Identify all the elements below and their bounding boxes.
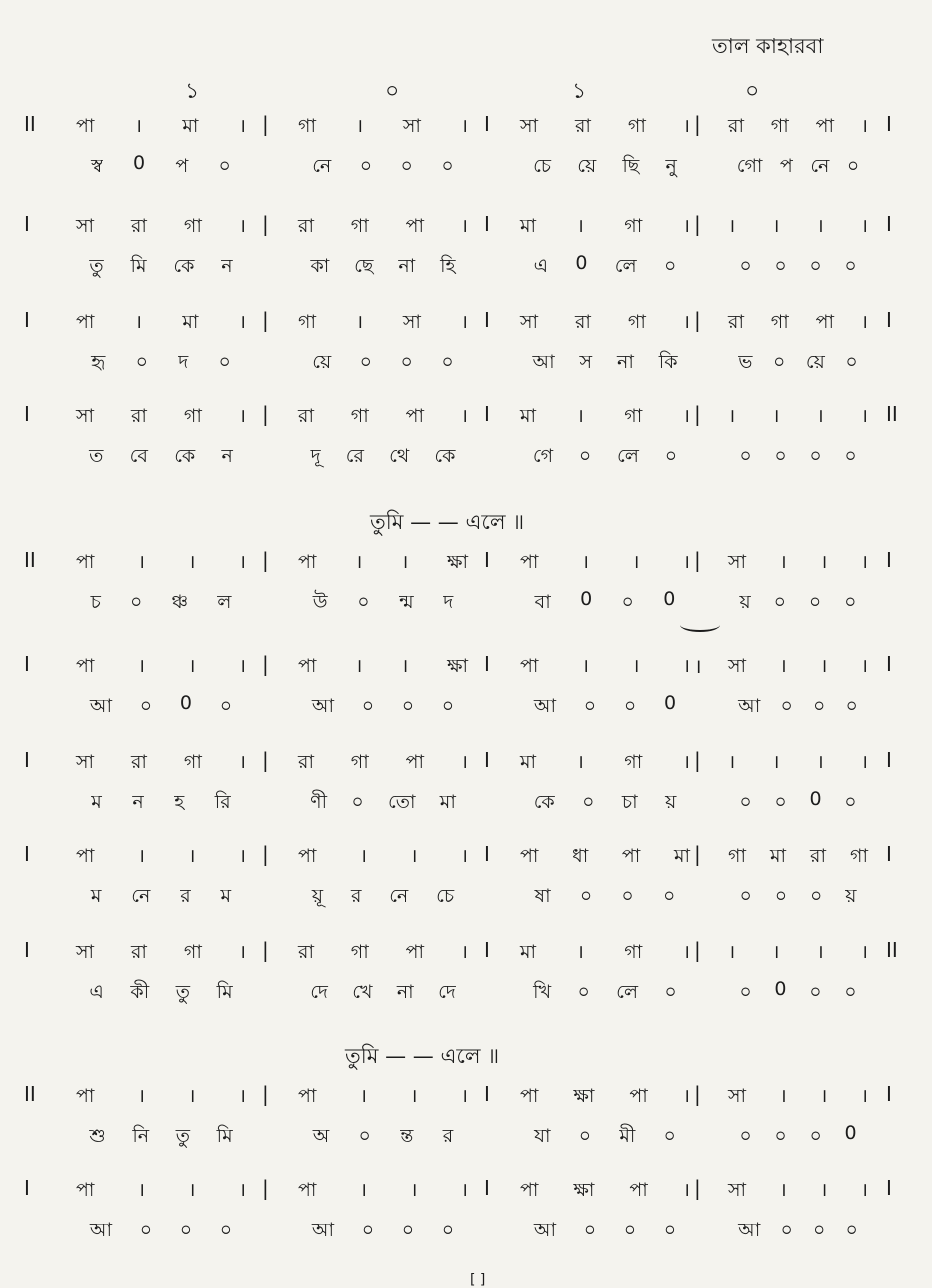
notation-system [0,1082,932,1162]
bar-line: I [886,212,892,236]
swara-measure: পা । । । [76,845,246,867]
bar-line: I [886,1082,892,1106]
swara-measure: পা । । । [76,1179,246,1201]
swara-measure: রা গা পা । [728,115,868,137]
bar-line: I [484,1082,490,1106]
bar-line: I [484,842,490,866]
bar-line: I [24,842,30,866]
swara-measure: । । । । [728,941,868,963]
lyric-measure: এ কী তু মি [89,981,233,1003]
lyric-measure: কা ছে না হি [310,255,456,277]
lyric-measure: খি ০ লে ০ [533,981,677,1003]
swara-row [0,938,932,972]
beat-markers [0,74,932,104]
lyric-measure: ষা ০ ০ ০ [534,885,676,907]
swara-measure: সা রা গা । [76,751,246,773]
bar-line: | [694,938,701,962]
lyric-measure: স্ব 0 প ০ [91,152,231,177]
swara-measure: রা গা পা । [298,215,468,237]
swara-measure: পা । । ক্ষা [298,655,468,677]
swara-measure: সা রা গা । [520,115,690,137]
bar-line: | [262,112,269,136]
swara-measure: মা । গা । [520,751,690,773]
lyric-measure: গে ০ লে ০ [532,445,678,467]
beat-marker: ০ [745,79,760,104]
lyric-measure: আ ০ ০ ০ [311,1219,455,1241]
lyric-row [0,1216,932,1250]
swara-measure: । । । । [728,405,868,427]
lyric-measure: য়ূ র নে চে [311,885,455,907]
beat-marker: ০ [385,79,400,104]
bar-line: I [24,652,30,676]
lyric-measure: আ ০ ০ ০ [738,695,858,717]
bar-line: II [24,1082,36,1106]
bar-line: I [24,938,30,962]
swara-measure: গা । সা । [298,115,468,137]
lyric-measure: চে য়ে ছি নু [533,155,677,177]
swara-measure: সা রা গা । [76,215,246,237]
lyric-measure: আ ০ 0 ০ [89,692,233,717]
swara-row [0,1176,932,1210]
swara-row [0,308,932,342]
bar-line: I [886,1176,892,1200]
lyric-measure: যা ০ মী ০ [534,1125,676,1147]
swara-measure: পা । । । [298,1179,468,1201]
lyric-measure: ০ ০ ০ 0 [739,1122,857,1147]
swara-row [0,112,932,146]
lyric-measure: য়ে ০ ০ ০ [312,351,454,373]
notation-system [0,212,932,292]
bar-line: | [694,842,701,866]
bar-line: I [484,1176,490,1200]
taal-label: তাল কাহারবা [712,34,824,58]
swara-measure: সা রা গা । [520,311,690,333]
bar-line: II [24,112,36,136]
lyric-measure: শু নি তু মি [89,1125,233,1147]
swara-row [0,652,932,686]
lyric-row [0,252,932,286]
lyric-row [0,152,932,186]
bar-line: I [886,112,892,136]
lyric-measure: আ স না কি [532,351,678,373]
swara-measure: পা । । । [76,551,246,573]
bar-line: | [262,308,269,332]
swara-measure: পা । । । [520,551,690,573]
lyric-row [0,348,932,382]
lyric-measure: আ ০ ০ 0 [533,692,677,717]
bar-line: II [886,402,898,426]
bar-line: II [24,548,36,572]
swara-measure: । । । । [728,751,868,773]
swara-row [0,402,932,436]
lyric-measure: চ ০ ঞ্চ ল [90,591,232,613]
lyric-measure: এ 0 লে ০ [533,252,677,277]
swara-measure: মা । গা । [520,941,690,963]
swara-measure: । । । । [728,215,868,237]
lyric-measure: ম ন হ রি [91,791,231,813]
bar-line: | [262,212,269,236]
swara-measure: সা । । । [728,1085,868,1107]
beat-marker: ১ [185,79,200,104]
notation-system [0,842,932,922]
bar-line: | [262,652,269,676]
lyric-measure: আ ০ ০ ০ [89,1219,233,1241]
swara-measure: মা । গা । [520,215,690,237]
lyric-measure: আ ০ ০ ০ [738,1219,858,1241]
swara-measure: পা । । । [76,1085,246,1107]
bar-line: I [886,548,892,572]
swara-measure: পা । মা । [76,115,246,137]
bar-line: | [694,402,701,426]
lyric-measure: দে খে না দে [310,981,456,1003]
bar-line: | [262,548,269,572]
lyric-measure: ত বে কে ন [89,445,233,467]
swara-measure: পা ক্ষা পা । [520,1085,690,1107]
bar-line: II [886,938,898,962]
notation-system [0,308,932,388]
lyric-row [0,692,932,726]
lyric-measure: হৃ ০ দ ০ [91,351,231,373]
swara-measure: পা । । । [298,845,468,867]
swara-measure: গা মা রা গা [728,845,868,867]
lyric-row [0,442,932,476]
page-footer: [ ] [470,1272,486,1288]
notation-system [0,938,932,1018]
section-title: তুমি — — এলে ॥ [345,1044,500,1068]
lyric-measure: য় ০ ০ ০ [739,591,857,613]
bar-line: I [24,402,30,426]
bar-line: I [484,308,490,332]
bar-line: | [694,1082,701,1106]
swara-measure: গা । সা । [298,311,468,333]
swara-row [0,1082,932,1116]
swara-measure: সা রা গা । [76,941,246,963]
swara-measure: রা গা পা । [298,751,468,773]
bar-line: I [484,748,490,772]
notation-system [0,652,932,732]
section-title: তুমি — — এলে ॥ [370,510,525,534]
swara-row [0,548,932,582]
lyric-measure: ০ 0 ০ ০ [739,978,857,1003]
swara-measure: সা । । । [728,655,868,677]
lyric-measure: নে ০ ০ ০ [312,155,454,177]
notation-system [0,402,932,482]
notation-system [0,112,932,192]
swara-measure: পা ধা পা মা [520,845,690,867]
bar-line: | [262,402,269,426]
lyric-measure: উ ০ ন্ম দ [312,591,454,613]
swara-measure: পা । । । [520,655,690,677]
swara-measure: পা ক্ষা পা । [520,1179,690,1201]
swara-measure: পা । মা । [76,311,246,333]
bar-line: I [886,748,892,772]
bar-line: I [484,652,490,676]
bar-line: | [262,1082,269,1106]
notation-system [0,1176,932,1256]
lyric-row [0,882,932,916]
bar-line: I [484,212,490,236]
bar-line: I [484,548,490,572]
bar-line: | [694,308,701,332]
bar-line: | [262,748,269,772]
bar-line: । [694,654,702,678]
bar-line: I [24,1176,30,1200]
bar-line: I [24,748,30,772]
lyric-row [0,1122,932,1156]
bar-line: | [694,748,701,772]
bar-line: | [262,842,269,866]
swara-measure: রা গা পা । [298,941,468,963]
lyric-measure: তু মি কে ন [89,255,233,277]
bar-line: | [262,938,269,962]
bar-line: | [694,212,701,236]
lyric-measure: ণী ০ তো মা [310,791,456,813]
lyric-measure: আ ০ ০ ০ [533,1219,677,1241]
lyric-measure: আ ০ ০ ০ [311,695,455,717]
bar-line: I [24,212,30,236]
bar-line: I [886,308,892,332]
bar-line: I [886,842,892,866]
lyric-row [0,788,932,822]
swara-measure: রা গা পা । [728,311,868,333]
lyric-row [0,588,932,622]
notation-system [0,548,932,628]
bar-line: I [484,112,490,136]
bar-line: I [484,402,490,426]
lyric-row [0,978,932,1012]
bar-line: I [484,938,490,962]
bar-line: | [694,548,701,572]
lyric-measure: ভ ০ য়ে ০ [738,351,858,373]
lyric-measure: ০ ০ 0 ০ [739,788,857,813]
lyric-measure: গো প নে ০ [736,155,860,177]
lyric-measure: ০ ০ ০ ০ [739,445,857,467]
swara-measure: পা । । । [298,1085,468,1107]
swara-row [0,748,932,782]
lyric-measure: দূ রে থে কে [310,445,456,467]
bar-line: | [694,1176,701,1200]
swara-measure: সা । । । [728,1179,868,1201]
bar-line: | [694,112,701,136]
swara-measure: পা । । ক্ষা [298,551,468,573]
lyric-measure: ০ ০ ০ য় [739,885,857,907]
lyric-measure: বা 0 ০ 0 [534,588,676,613]
swara-measure: সা রা গা । [76,405,246,427]
tie-mark [680,618,720,632]
lyric-measure: ম নে র ম [90,885,232,907]
swara-measure: পা । । । [76,655,246,677]
notation-system [0,748,932,828]
swara-measure: মা । গা । [520,405,690,427]
lyric-measure: কে ০ চা য় [533,791,677,813]
lyric-measure: ০ ০ ০ ০ [739,255,857,277]
swara-measure: সা । । । [728,551,868,573]
bar-line: | [262,1176,269,1200]
swara-row [0,842,932,876]
swara-row [0,212,932,246]
bar-line: I [886,652,892,676]
lyric-measure: অ ০ ন্ত র [312,1125,454,1147]
beat-marker: ১ [572,79,587,104]
bar-line: I [24,308,30,332]
swara-measure: রা গা পা । [298,405,468,427]
